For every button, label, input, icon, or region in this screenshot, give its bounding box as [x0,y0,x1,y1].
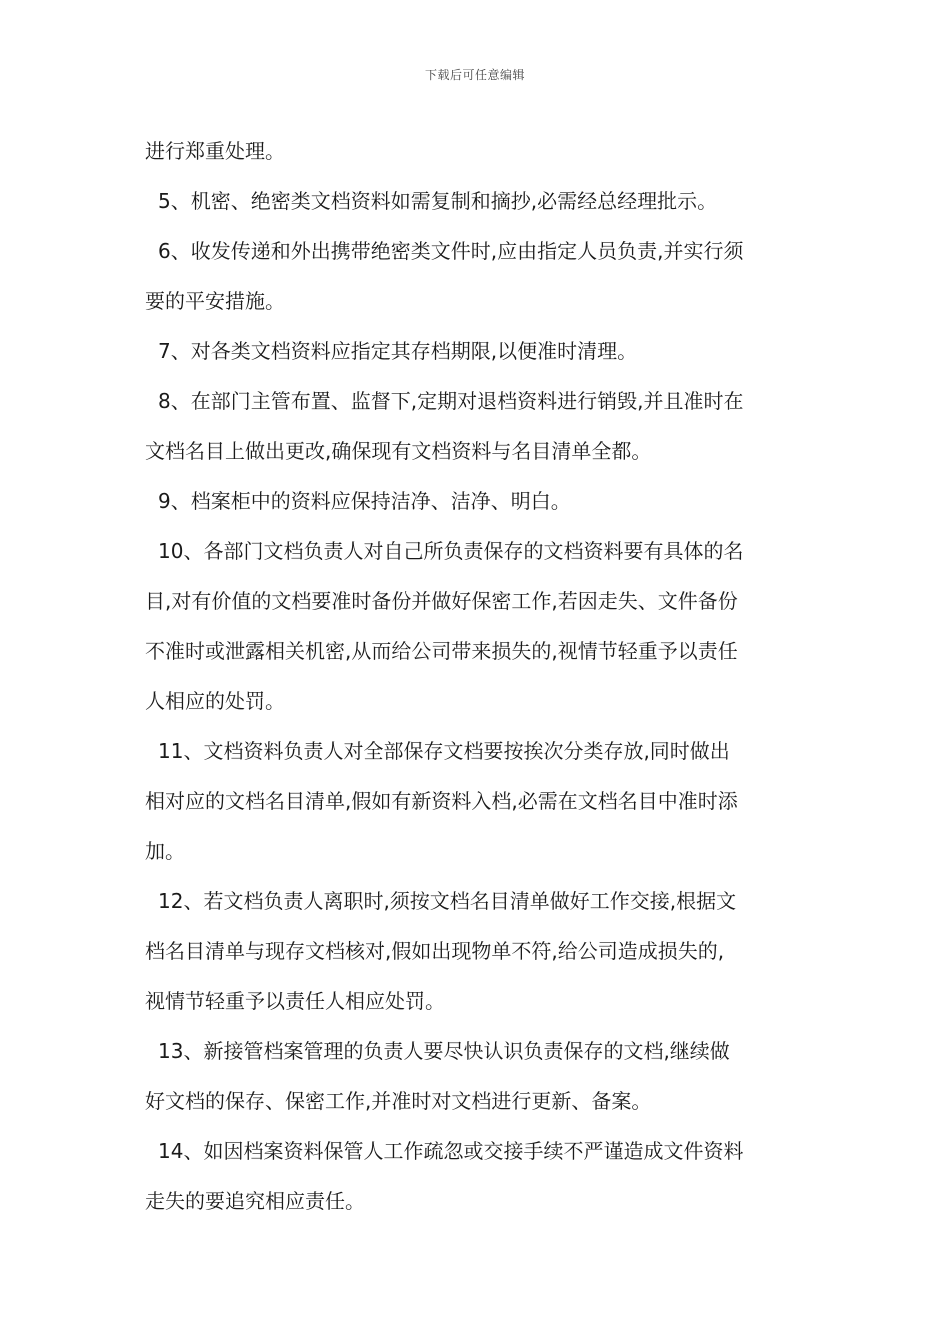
text-line: 目,对有价值的文档要准时备份并做好保密工作,若因走失、文件备份 [145,589,738,613]
text-line: 13、新接管档案管理的负责人要尽快认识负责保存的文档,继续做 [158,1039,730,1063]
text-line: 进行郑重处理。 [145,139,285,163]
text-line: 档名目清单与现存文档核对,假如出现物单不符,给公司造成损失的, [145,939,725,963]
text-line: 人相应的处罚。 [145,689,285,713]
text-line: 视情节轻重予以责任人相应处罚。 [145,989,445,1013]
text-line: 不准时或泄露相关机密,从而给公司带来损失的,视情节轻重予以责任 [145,639,738,663]
text-line: 9、档案柜中的资料应保持洁净、洁净、明白。 [158,489,571,513]
text-line: 好文档的保存、保密工作,并准时对文档进行更新、备案。 [145,1089,652,1113]
text-line: 8、在部门主管布置、监督下,定期对退档资料进行销毁,并且准时在 [158,389,744,413]
text-line: 14、如因档案资料保管人工作疏忽或交接手续不严谨造成文件资料 [158,1139,744,1163]
page-header: 下载后可任意编辑 [424,68,525,82]
text-line: 要的平安措施。 [145,289,285,313]
text-line: 10、各部门文档负责人对自己所负责保存的文档资料要有具体的名 [158,539,744,563]
text-line: 11、文档资料负责人对全部保存文档要按挨次分类存放,同时做出 [158,739,730,763]
text-line: 12、若文档负责人离职时,须按文档名目清单做好工作交接,根据文 [158,889,737,913]
text-line: 走失的要追究相应责任。 [145,1189,365,1213]
text-line: 7、对各类文档资料应指定其存档期限,以便准时清理。 [158,339,638,363]
text-line: 文档名目上做出更改,确保现有文档资料与名目清单全都。 [145,439,652,463]
text-line: 相对应的文档名目清单,假如有新资料入档,必需在文档名目中准时添 [145,789,738,813]
text-line: 加。 [145,839,185,863]
text-line: 5、机密、绝密类文档资料如需复制和摘抄,必需经总经理批示。 [158,189,718,213]
text-line: 6、收发传递和外出携带绝密类文件时,应由指定人员负责,并实行须 [158,239,744,263]
document-body [145,126,810,1226]
